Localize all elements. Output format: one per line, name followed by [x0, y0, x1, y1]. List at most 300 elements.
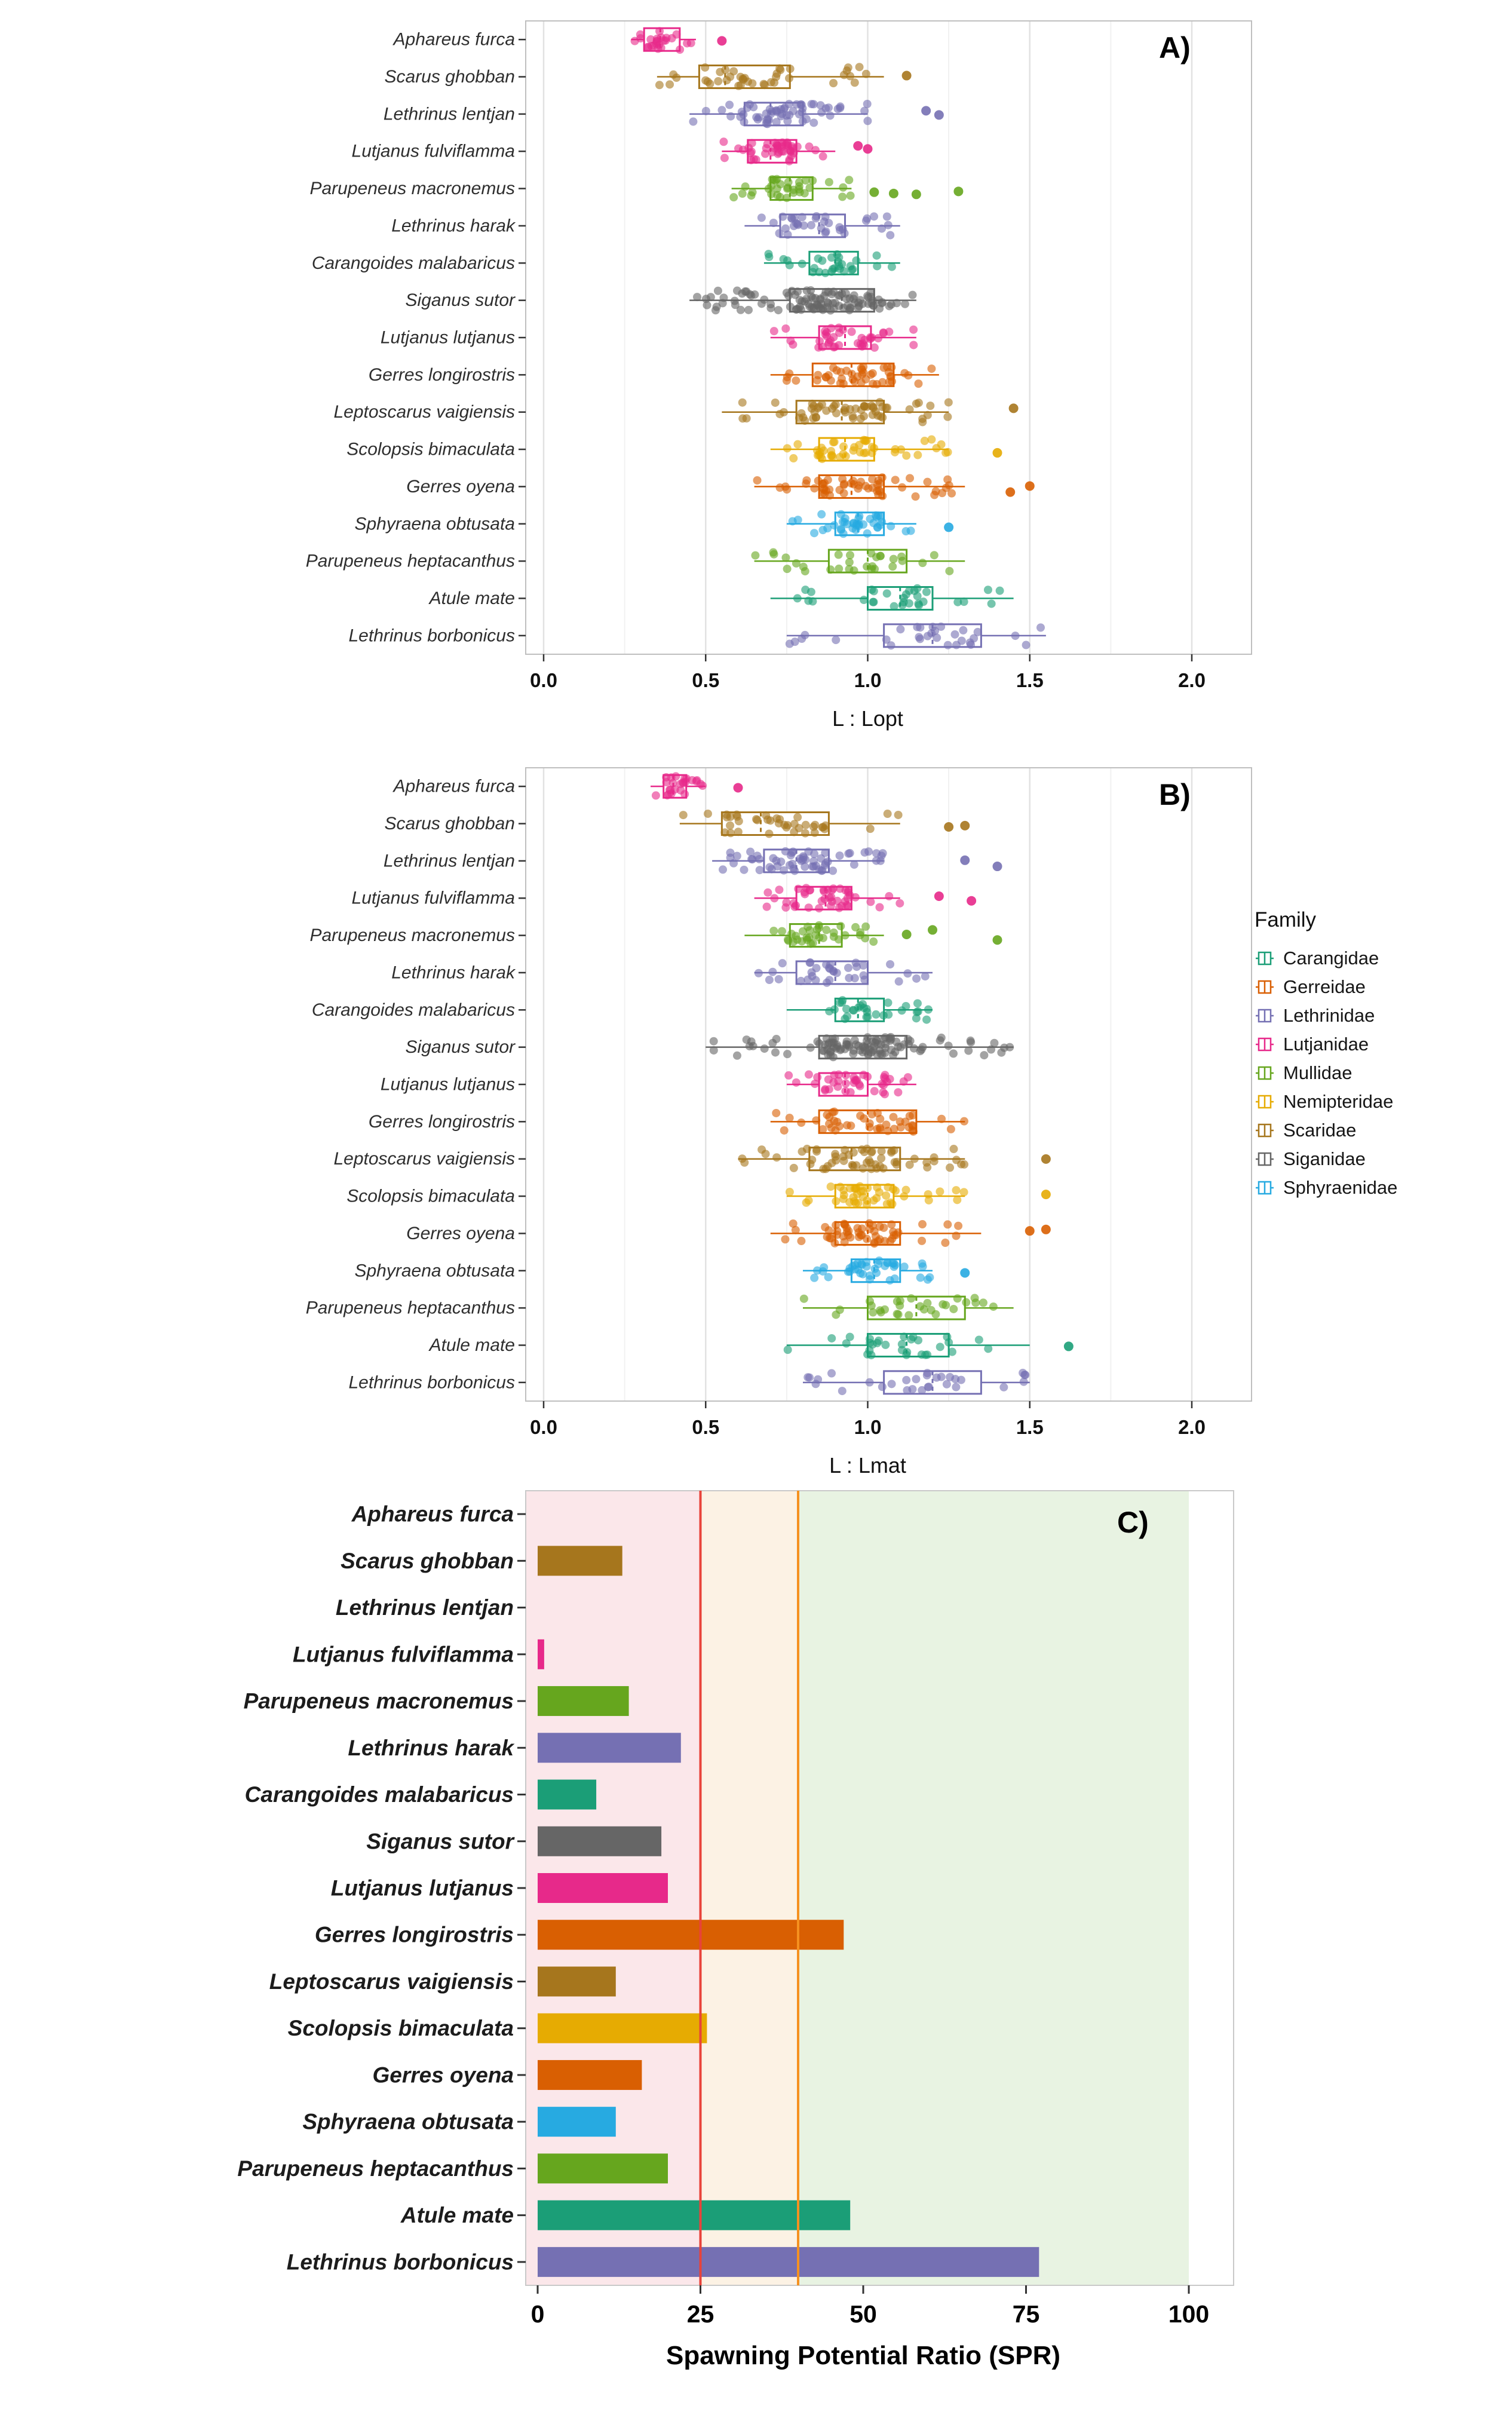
outlier-point	[717, 36, 726, 45]
jitter-point	[867, 333, 876, 342]
outlier-point	[1041, 1225, 1051, 1234]
jitter-point	[876, 412, 885, 421]
outlier-point	[967, 896, 976, 906]
jitter-point	[915, 399, 923, 407]
x-tick-label: 1.0	[854, 1416, 882, 1438]
jitter-point	[818, 866, 827, 875]
jitter-point	[784, 936, 793, 945]
jitter-point	[772, 1035, 781, 1043]
jitter-point	[876, 1050, 885, 1058]
jitter-point	[952, 1156, 961, 1164]
jitter-point	[771, 399, 780, 407]
jitter-point	[829, 79, 838, 87]
jitter-point	[765, 116, 773, 124]
jitter-point	[747, 191, 756, 200]
jitter-point	[897, 445, 905, 453]
jitter-point	[792, 559, 801, 568]
jitter-point	[790, 899, 798, 908]
jitter-point	[927, 436, 936, 444]
jitter-point	[895, 977, 903, 986]
jitter-point	[870, 565, 879, 573]
boxplot-row	[391, 212, 900, 240]
x-tick-label: 0.5	[692, 1416, 720, 1438]
jitter-point	[882, 1191, 890, 1200]
jitter-point	[801, 189, 809, 197]
boxplot-row	[333, 398, 1018, 426]
jitter-point	[888, 377, 896, 385]
jitter-point	[818, 897, 826, 905]
jitter-point	[896, 625, 904, 633]
jitter-point	[873, 262, 881, 270]
jitter-point	[936, 1036, 944, 1044]
jitter-point	[854, 1003, 863, 1012]
jitter-point	[921, 437, 929, 445]
jitter-point	[888, 1380, 896, 1388]
jitter-point	[833, 1227, 841, 1235]
jitter-point	[836, 851, 844, 860]
jitter-point	[817, 444, 826, 452]
spr-bar	[538, 1639, 544, 1669]
y-axis-label: Atule mate	[429, 588, 515, 608]
boxplot-row	[392, 27, 727, 54]
jitter-point	[943, 413, 952, 421]
jitter-point	[943, 1220, 952, 1228]
jitter-point	[837, 510, 845, 519]
jitter-point	[903, 969, 912, 977]
jitter-point	[812, 413, 820, 422]
jitter-point	[791, 290, 799, 299]
x-tick-label: 100	[1168, 2300, 1210, 2328]
jitter-point	[781, 903, 790, 912]
outlier-point	[960, 821, 970, 830]
boxplot-row	[306, 548, 965, 576]
jitter-point	[838, 998, 846, 1007]
jitter-point	[888, 1200, 897, 1208]
jitter-point	[875, 296, 883, 304]
jitter-point	[813, 1073, 821, 1081]
y-axis-label: Scolopsis bimaculata	[346, 1186, 515, 1206]
jitter-point	[865, 1346, 873, 1354]
jitter-point	[790, 828, 798, 836]
jitter-point	[836, 922, 845, 930]
jitter-point	[804, 847, 812, 856]
jitter-point	[689, 118, 697, 126]
jitter-point	[866, 1275, 874, 1283]
jitter-point	[781, 1235, 789, 1243]
panel-c-chart	[0, 1476, 1512, 2415]
jitter-point	[772, 106, 780, 115]
jitter-point	[910, 1044, 918, 1053]
jitter-point	[667, 773, 676, 781]
jitter-point	[944, 1041, 953, 1050]
boxplot-row	[354, 510, 953, 538]
jitter-point	[945, 567, 953, 575]
jitter-point	[750, 155, 758, 163]
boxplot-row	[392, 772, 743, 799]
jitter-point	[916, 623, 924, 632]
x-tick-label: 2.0	[1178, 1416, 1206, 1438]
jitter-point	[812, 1145, 821, 1154]
x-tick-label: 75	[1012, 2300, 1040, 2328]
jitter-point	[952, 641, 961, 649]
jitter-point	[738, 414, 747, 422]
jitter-point	[776, 483, 784, 492]
boxplot-row	[312, 996, 933, 1023]
y-axis-label: Scolopsis bimaculata	[346, 439, 515, 459]
boxplot-row	[381, 1070, 916, 1098]
jitter-point	[857, 478, 865, 486]
jitter-point	[796, 100, 805, 109]
jitter-point	[860, 596, 868, 604]
jitter-point	[810, 529, 818, 537]
jitter-point	[826, 565, 835, 574]
jitter-point	[756, 866, 764, 874]
jitter-point	[807, 221, 815, 229]
jitter-point	[845, 1043, 854, 1051]
jitter-point	[1022, 641, 1031, 649]
jitter-point	[838, 1387, 847, 1395]
jitter-point	[783, 185, 792, 193]
bar-row	[341, 1546, 622, 1576]
legend-title: Family	[1255, 908, 1317, 931]
jitter-point	[866, 515, 874, 523]
jitter-point	[944, 398, 953, 406]
jitter-point	[826, 307, 835, 315]
jitter-point	[872, 1232, 880, 1240]
jitter-point	[943, 1333, 951, 1341]
jitter-point	[960, 1117, 968, 1126]
outlier-point	[993, 935, 1002, 945]
jitter-point	[867, 370, 875, 379]
jitter-point	[954, 1222, 962, 1230]
y-axis-label: Siganus sutor	[405, 1037, 515, 1058]
jitter-point	[782, 823, 790, 832]
jitter-point	[849, 1073, 858, 1081]
jitter-point	[653, 38, 661, 46]
jitter-point	[884, 998, 893, 1007]
jitter-point	[831, 1126, 839, 1135]
jitter-point	[843, 1121, 851, 1129]
jitter-point	[846, 1333, 854, 1341]
jitter-point	[765, 976, 774, 984]
jitter-point	[792, 376, 800, 385]
jitter-point	[912, 492, 920, 501]
boxplot-row	[348, 623, 1045, 649]
jitter-point	[855, 63, 864, 71]
jitter-point	[821, 373, 830, 381]
jitter-point	[878, 225, 886, 233]
legend-item-label: Gerreidae	[1283, 976, 1366, 997]
jitter-point	[1036, 623, 1045, 632]
x-tick-label: 2.0	[1178, 669, 1206, 691]
y-axis-label: Lethrinus harak	[391, 216, 515, 236]
legend-item	[1255, 1059, 1511, 1087]
jitter-point	[814, 477, 823, 485]
jitter-point	[798, 260, 806, 268]
jitter-point	[932, 444, 940, 452]
boxplot-key-icon	[1255, 1006, 1275, 1026]
jitter-point	[886, 1276, 894, 1285]
jitter-point	[916, 1273, 925, 1282]
outlier-point	[912, 189, 921, 199]
spr-bar	[538, 1780, 596, 1810]
legend-item	[1255, 1145, 1511, 1173]
jitter-point	[878, 1080, 886, 1088]
spr-region	[798, 1491, 1189, 2285]
jitter-point	[707, 293, 715, 301]
boxplot-key-icon	[1255, 1149, 1275, 1169]
jitter-point	[789, 454, 798, 462]
jitter-point	[857, 340, 865, 348]
outlier-point	[1025, 481, 1035, 491]
jitter-point	[898, 1340, 906, 1349]
boxplot-row	[384, 847, 1002, 875]
jitter-point	[704, 810, 712, 818]
jitter-point	[713, 303, 721, 311]
jitter-point	[797, 1237, 805, 1245]
jitter-point	[906, 405, 914, 413]
jitter-point	[812, 214, 820, 222]
jitter-point	[856, 1269, 864, 1277]
jitter-point	[805, 1070, 813, 1078]
jitter-point	[679, 779, 687, 787]
jitter-point	[778, 927, 786, 936]
outlier-point	[889, 189, 898, 198]
jitter-point	[937, 1115, 946, 1123]
boxplot-row	[352, 137, 873, 166]
bar-row	[245, 1780, 596, 1810]
jitter-point	[869, 937, 878, 946]
jitter-point	[908, 1121, 916, 1129]
jitter-point	[835, 302, 844, 310]
jitter-point	[760, 1044, 769, 1053]
jitter-point	[839, 517, 847, 526]
jitter-point	[897, 553, 906, 561]
legend-item	[1255, 1001, 1511, 1030]
jitter-point	[838, 192, 847, 201]
jitter-point	[842, 1071, 850, 1079]
jitter-point	[802, 821, 810, 829]
jitter-point	[907, 1294, 915, 1302]
jitter-point	[904, 1073, 912, 1081]
jitter-point	[903, 1348, 911, 1356]
jitter-point	[719, 137, 728, 146]
spr-bar	[538, 2201, 850, 2230]
jitter-point	[941, 1239, 949, 1247]
x-tick-label: 50	[849, 2300, 877, 2328]
jitter-point	[757, 299, 766, 308]
legend-item-label: Mullidae	[1283, 1062, 1352, 1083]
jitter-point	[798, 1147, 806, 1156]
jitter-point	[680, 790, 689, 798]
jitter-point	[701, 76, 710, 85]
bar-row	[372, 2060, 642, 2090]
jitter-point	[828, 404, 836, 413]
y-axis-label: Carangoides malabaricus	[244, 1782, 514, 1807]
y-axis-label: Aphareus furca	[393, 776, 515, 796]
jitter-point	[801, 586, 809, 594]
jitter-point	[792, 1226, 800, 1234]
jitter-point	[942, 484, 950, 492]
bar-row	[269, 1966, 616, 1996]
jitter-point	[835, 550, 843, 559]
jitter-point	[829, 364, 838, 372]
boxplot-row	[354, 1256, 970, 1285]
jitter-point	[802, 176, 810, 185]
boxplot-row	[406, 473, 1035, 501]
jitter-point	[769, 219, 778, 227]
jitter-point	[848, 1161, 857, 1169]
jitter-point	[831, 342, 839, 351]
jitter-point	[926, 402, 934, 410]
bar-row	[351, 1502, 526, 1527]
jitter-point	[679, 811, 688, 819]
jitter-point	[814, 344, 823, 352]
jitter-point	[863, 1145, 871, 1153]
jitter-point	[891, 1158, 899, 1166]
jitter-point	[784, 1071, 793, 1080]
jitter-point	[748, 139, 756, 148]
jitter-point	[806, 1043, 815, 1052]
jitter-point	[936, 1187, 944, 1196]
jitter-point	[835, 1077, 843, 1085]
jitter-point	[949, 1145, 958, 1153]
jitter-point	[891, 476, 900, 484]
jitter-point	[821, 269, 830, 277]
y-axis-label: Parupeneus macronemus	[243, 1688, 514, 1714]
spr-bar	[538, 1873, 668, 1903]
jitter-point	[820, 886, 828, 894]
jitter-point	[887, 1148, 895, 1157]
jitter-point	[863, 1072, 872, 1081]
jitter-point	[842, 367, 851, 375]
jitter-point	[781, 103, 789, 112]
jitter-point	[1020, 1371, 1029, 1379]
jitter-point	[840, 267, 848, 275]
jitter-point	[755, 113, 763, 121]
jitter-point	[946, 1163, 954, 1172]
jitter-point	[774, 306, 783, 314]
legend-item-label: Siganidae	[1283, 1148, 1366, 1169]
boxplot-row	[406, 286, 917, 315]
jitter-point	[665, 80, 674, 88]
jitter-point	[839, 183, 847, 192]
jitter-point	[753, 476, 762, 485]
jitter-point	[802, 480, 810, 488]
jitter-point	[863, 529, 872, 538]
jitter-point	[772, 1109, 780, 1117]
outlier-point	[944, 523, 953, 532]
jitter-point	[802, 115, 811, 123]
jitter-point	[979, 1298, 987, 1307]
legend-item	[1255, 973, 1511, 1001]
jitter-point	[810, 1274, 818, 1282]
jitter-point	[890, 555, 898, 563]
jitter-point	[872, 553, 881, 561]
jitter-point	[726, 848, 734, 857]
jitter-point	[793, 440, 802, 449]
jitter-point	[887, 522, 895, 531]
boxplot-row	[428, 1332, 1074, 1359]
jitter-point	[765, 830, 773, 838]
jitter-point	[744, 306, 753, 314]
spr-bar	[538, 1686, 629, 1716]
outlier-point	[734, 783, 743, 792]
boxplot-key-icon	[1255, 1034, 1275, 1055]
jitter-point	[763, 903, 771, 911]
boxplot-row	[309, 175, 963, 202]
jitter-point	[767, 78, 775, 87]
jitter-point	[800, 222, 808, 230]
jitter-point	[747, 855, 756, 863]
jitter-point	[833, 1118, 841, 1126]
jitter-point	[1005, 1043, 1014, 1052]
jitter-point	[927, 364, 936, 373]
jitter-point	[835, 904, 844, 912]
bar-row	[302, 2107, 615, 2137]
jitter-point	[719, 293, 728, 302]
x-tick-label: 0	[530, 2300, 545, 2328]
jitter-point	[924, 1276, 932, 1284]
jitter-point	[801, 856, 809, 864]
y-axis-label: Carangoides malabaricus	[311, 253, 515, 273]
jitter-point	[923, 1163, 931, 1172]
jitter-point	[845, 176, 853, 184]
jitter-point	[841, 931, 849, 939]
jitter-point	[914, 1336, 922, 1344]
jitter-point	[809, 118, 818, 127]
jitter-point	[900, 1040, 908, 1049]
jitter-point	[817, 854, 825, 863]
jitter-point	[791, 638, 799, 646]
jitter-point	[770, 327, 778, 335]
x-tick-label: 0.5	[692, 669, 720, 691]
jitter-point	[967, 1037, 975, 1045]
jitter-point	[999, 1383, 1008, 1392]
jitter-point	[866, 1339, 874, 1347]
jitter-point	[896, 1297, 904, 1305]
jitter-point	[877, 1040, 885, 1049]
jitter-point	[846, 304, 854, 312]
spr-bar	[538, 2107, 616, 2137]
boxplot-row	[346, 1182, 1051, 1209]
jitter-point	[861, 437, 870, 445]
jitter-point	[865, 1219, 873, 1228]
jitter-point	[808, 862, 817, 871]
y-axis-label: Lethrinus lentjan	[383, 851, 515, 871]
jitter-point	[778, 959, 787, 967]
jitter-point	[834, 291, 842, 299]
jitter-point	[673, 30, 681, 39]
jitter-point	[783, 373, 792, 381]
jitter-point	[857, 364, 866, 373]
jitter-point	[836, 379, 845, 387]
jitter-point	[881, 1090, 889, 1098]
jitter-point	[785, 155, 793, 164]
jitter-point	[741, 182, 750, 191]
jitter-point	[951, 1375, 959, 1383]
jitter-point	[855, 1080, 863, 1089]
jitter-point	[919, 1043, 927, 1051]
jitter-point	[930, 551, 939, 559]
jitter-point	[863, 1196, 871, 1205]
jitter-point	[918, 1237, 926, 1245]
jitter-point	[819, 823, 827, 831]
jitter-point	[952, 1383, 960, 1392]
jitter-point	[864, 1050, 872, 1059]
jitter-point	[835, 565, 843, 573]
jitter-point	[844, 1268, 852, 1276]
